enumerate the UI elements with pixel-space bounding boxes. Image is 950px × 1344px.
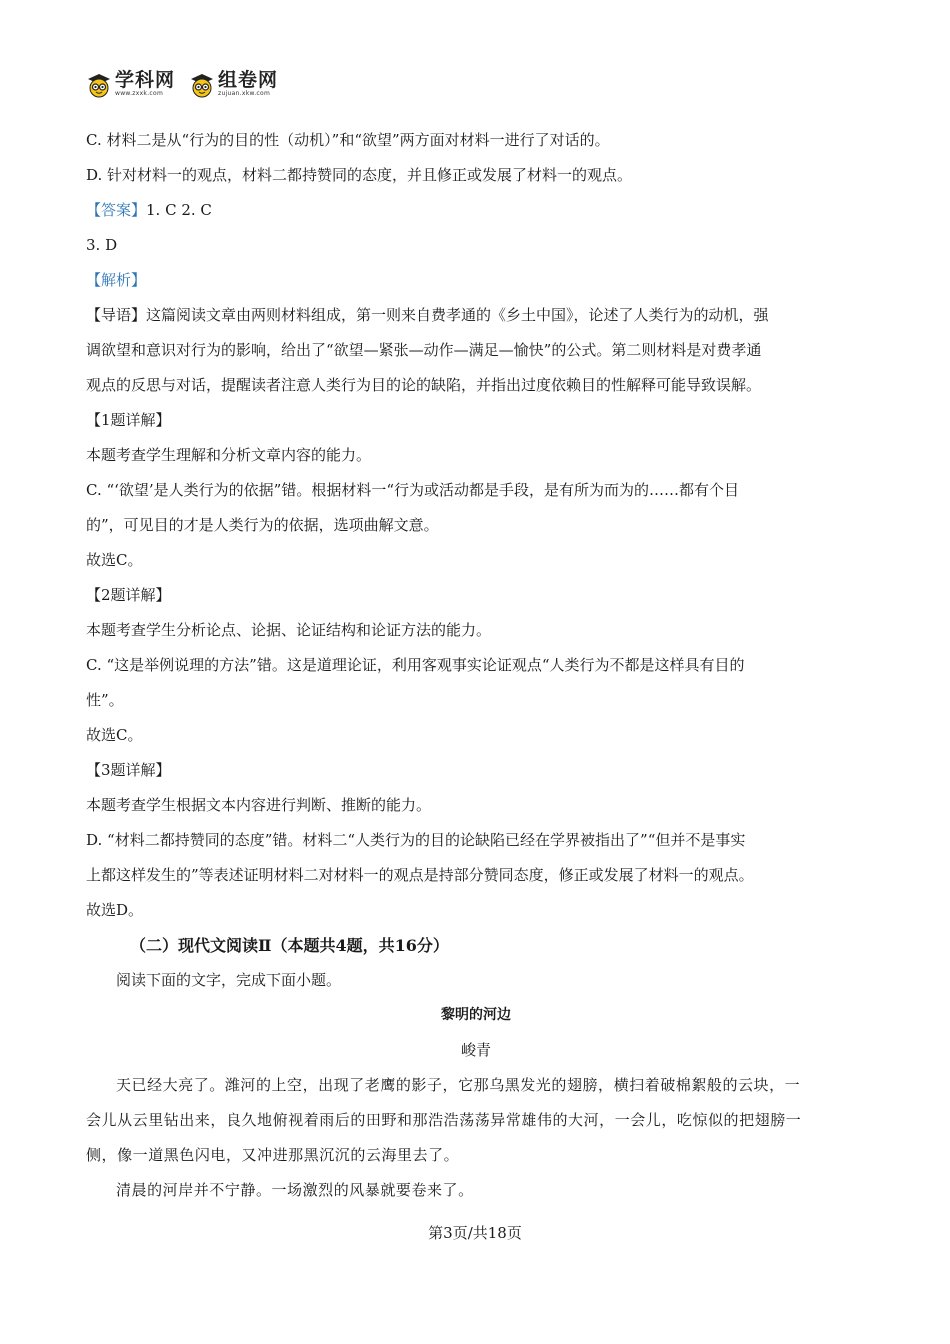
story-author: 峻青 — [460, 1041, 491, 1059]
subheading-line — [86, 578, 866, 613]
line-text: 性”。 — [86, 691, 124, 709]
line-text: 【3题详解】 — [86, 761, 171, 779]
line-text: 1. C 2. C — [146, 201, 212, 219]
line-text: C. “‘欲望’是人类行为的依据”错。根据材料一“行为或活动都是手段，是有所为而为的……都有个目 — [86, 481, 740, 499]
line-text: D. 针对材料一的观点，材料二都持赞同的态度，并且修正或发展了材料一的观点。 — [86, 166, 633, 184]
answer-line — [86, 193, 866, 228]
line-text: 的”，可见目的才是人类行为的依据，选项曲解文意。 — [86, 516, 439, 534]
paragraph-line — [86, 473, 866, 508]
paragraph-line — [86, 823, 866, 858]
line-text: 本题考查学生分析论点、论据、论证结构和论证方法的能力。 — [86, 621, 492, 639]
document-body — [86, 123, 866, 1208]
analysis-tag: 【解析】 — [86, 271, 147, 289]
line-text: 3. D — [86, 236, 118, 254]
logo-name: 组卷网 — [218, 69, 279, 91]
line-text: 故选C。 — [86, 551, 143, 569]
paragraph-line — [86, 333, 866, 368]
logo-url: www.zxxk.com — [115, 90, 164, 97]
story-line: 天已经大亮了。潍河的上空，出现了老鹰的影子，它那乌黑发光的翅膀，横扫着破棉絮般的云块，一 — [116, 1076, 801, 1094]
story-title: 黎明的河边 — [441, 1007, 511, 1023]
logo-name: 学科网 — [115, 69, 176, 91]
subheading-line — [86, 753, 866, 788]
answer-tag: 【答案】 — [86, 201, 147, 219]
line-text: 调欲望和意识对行为的影响，给出了“欲望—紧张—动作—满足—愉快”的公式。第二则材料是对费孝通 — [86, 341, 762, 359]
paragraph-line — [86, 893, 866, 928]
line-text: 故选C。 — [86, 726, 143, 744]
line-text: 【导语】这篇阅读文章由两则材料组成，第一则来自费孝通的《乡土中国》，论述了人类行为的动机，强 — [86, 306, 769, 324]
line-text: C. “这是举例说理的方法”错。这是道理论证，利用客观事实论证观点“人类行为不都是这样具有目的 — [86, 656, 745, 674]
mascot-face-icon — [86, 72, 112, 98]
option-d-line — [86, 158, 866, 193]
line-text: C. 材料二是从“行为的目的性（动机）”和“欲望”两方面对材料一进行了对话的。 — [86, 131, 610, 149]
section-title: （二）现代文阅读Ⅱ（本题共4题，共16分） — [130, 936, 449, 955]
paragraph-line — [86, 298, 866, 333]
option-c-line — [86, 123, 866, 158]
analysis-line — [86, 263, 866, 298]
logo-xuekewang — [86, 70, 175, 98]
story-line: 侧，像一道黑色闪电，又冲进那黑沉沉的云海里去了。 — [86, 1146, 460, 1164]
paragraph-line — [86, 858, 866, 893]
line-text: 观点的反思与对话，提醒读者注意人类行为目的论的缺陷，并指出过度依赖目的性解释可能导致误解。 — [86, 376, 762, 394]
paragraph-line — [86, 368, 866, 403]
line-text: 本题考查学生根据文本内容进行判断、推断的能力。 — [86, 796, 432, 814]
section-instruction: 阅读下面的文字，完成下面小题。 — [116, 971, 342, 989]
story-line: 清晨的河岸并不宁静。一场激烈的风暴就要卷来了。 — [116, 1181, 474, 1199]
paragraph-line — [86, 543, 866, 578]
mascot-face-icon — [189, 72, 215, 98]
paragraph-line — [86, 648, 866, 683]
subheading-line — [86, 403, 866, 438]
line-text: 故选D。 — [86, 901, 144, 919]
paragraph-line — [86, 613, 866, 648]
paragraph-line — [86, 718, 866, 753]
header-logos — [86, 70, 278, 98]
line-text: 本题考查学生理解和分析文章内容的能力。 — [86, 446, 372, 464]
page-number: 第3页/共18页 — [428, 1224, 522, 1242]
paragraph-line — [86, 683, 866, 718]
logo-zujuanwang — [189, 70, 278, 98]
paragraph-line — [86, 788, 866, 823]
logo-url: zujuan.xkw.com — [218, 90, 271, 97]
paragraph-line — [86, 508, 866, 543]
line-text: 上都这样发生的”等表述证明材料二对材料一的观点是持部分赞同态度，修正或发展了材料一的观点。 — [86, 866, 754, 884]
line-text: 【1题详解】 — [86, 411, 171, 429]
paragraph-line — [86, 438, 866, 473]
line-text: 【2题详解】 — [86, 586, 171, 604]
story-line: 会儿从云里钻出来，良久地俯视着雨后的田野和那浩浩荡荡异常雄伟的大河，一会儿，吃惊似的把翅膀一 — [86, 1111, 802, 1129]
answer-line — [86, 228, 866, 263]
line-text: D. “材料二都持赞同的态度”错。材料二“人类行为的目的论缺陷已经在学界被指出了”“但并不是事实 — [86, 831, 746, 849]
